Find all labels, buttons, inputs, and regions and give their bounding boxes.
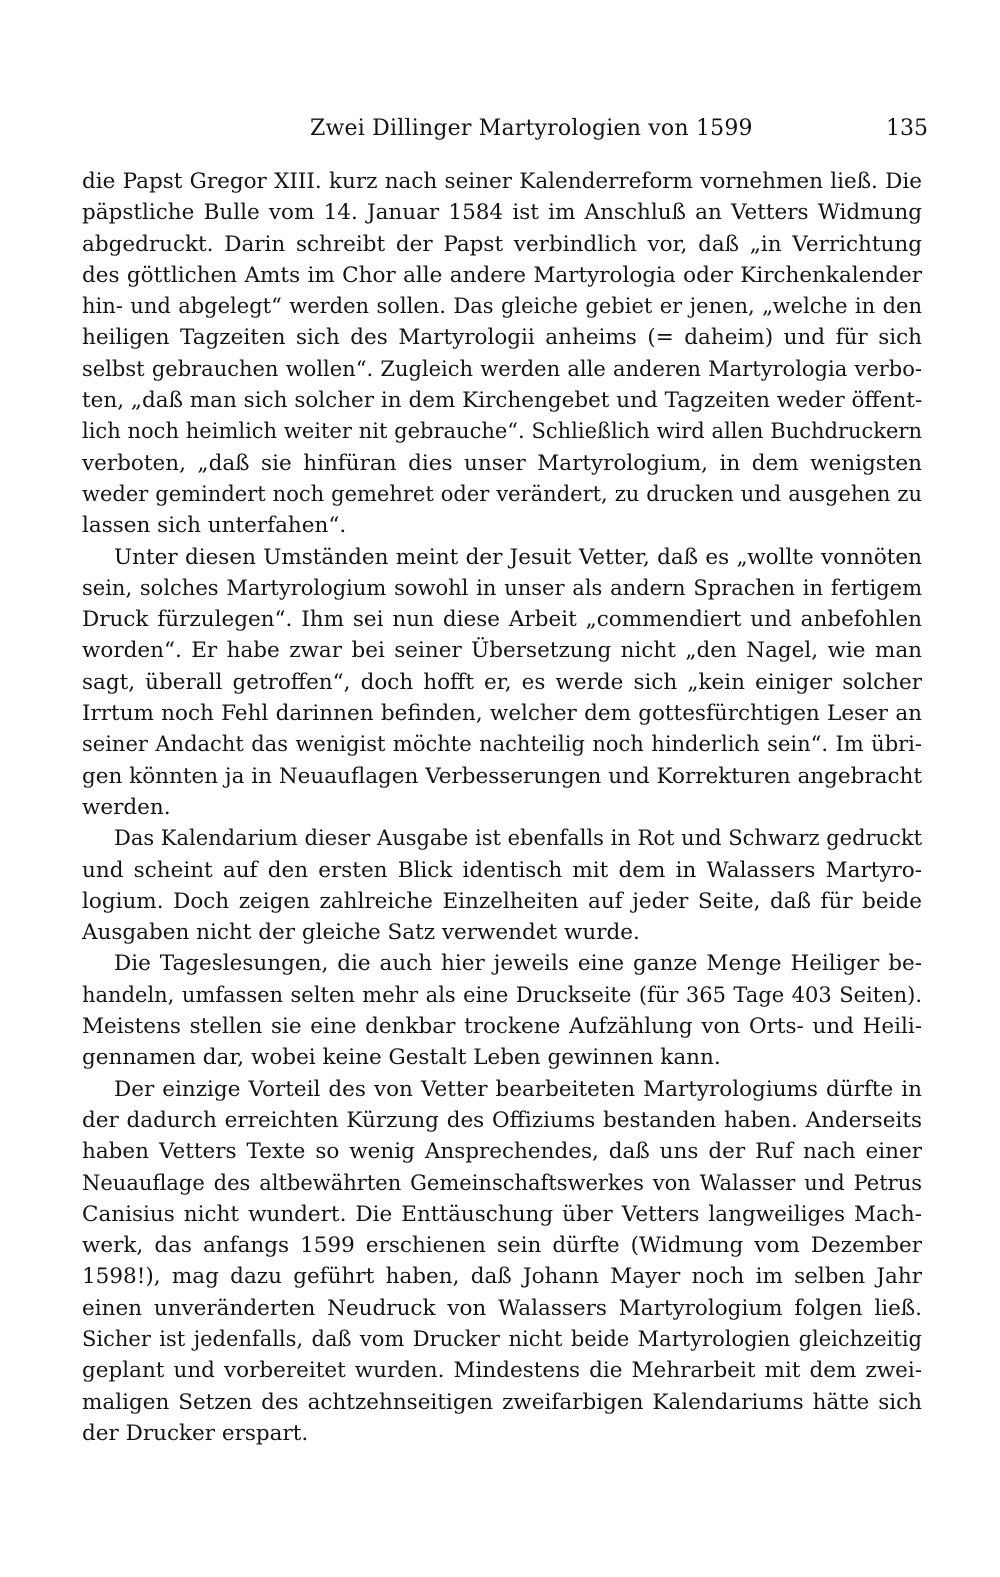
- text-line: päpstliche Bulle vom 14. Januar 1584 ist im Anschluß an Vetters Widmung: [82, 200, 922, 226]
- text-line: gennamen dar, wobei keine Gestalt Leben gewinnen kann.: [82, 1045, 721, 1071]
- text-line: heiligen Tagzeiten sich des Martyrologii anheims (= daheim) und für sich: [82, 325, 922, 351]
- text-line: Sicher ist jedenfalls, daß vom Drucker nicht beide Martyrologien gleichzeitig: [82, 1326, 922, 1351]
- text-line: worden“. Er habe zwar bei seiner Übersetzung nicht „den Nagel, wie man: [82, 638, 922, 664]
- text-line: der dadurch erreichten Kürzung des Offiziums bestanden haben. Anderseits: [82, 1107, 922, 1133]
- text-line: selbst gebrauchen wollen“. Zugleich werden alle anderen Martyrologia verbo-: [82, 356, 922, 381]
- text-line: gen könnten ja in Neuauflagen Verbesserungen und Korrekturen angebracht: [82, 763, 922, 789]
- text-line: lassen sich unterfahen“.: [82, 513, 347, 539]
- paragraph-3: [82, 823, 922, 948]
- text-line: Der einzige Vorteil des von Vetter bearbeiteten Martyrologiums dürfte in: [114, 1076, 922, 1102]
- text-line: Druck fürzulegen“. Ihm sei nun diese Arbeit „commendiert und anbefohlen: [82, 607, 922, 633]
- text-line: Die Tageslesungen, die auch hier jeweils eine ganze Menge Heiliger be-: [114, 951, 922, 977]
- text-line: weder gemindert noch gemehret oder verändert, zu drucken und ausgehen zu: [82, 481, 922, 506]
- paragraph-5: [82, 1074, 922, 1450]
- text-line: die Papst Gregor XIII. kurz nach seiner Kalenderreform vornehmen ließ. Die: [82, 169, 922, 194]
- text-line: maligen Setzen des achtzehnseitigen zweifarbigen Kalendariums hätte sich: [82, 1389, 922, 1415]
- paragraph-2: [82, 542, 922, 824]
- text-line: 1598!), mag dazu geführt haben, daß Johann Mayer noch im selben Jahr: [82, 1264, 922, 1290]
- text-line: des göttlichen Amts im Chor alle andere Martyrologia oder Kirchenkalender: [82, 262, 922, 288]
- page-number: 135: [886, 116, 928, 141]
- text-line: haben Vetters Texte so wenig Ansprechendes, daß uns der Ruf nach einer: [82, 1139, 922, 1165]
- text-line: Ausgaben nicht der gleiche Satz verwendet wurde.: [82, 920, 640, 946]
- text-line: Unter diesen Umständen meint der Jesuit Vetter, daß es „wollte vonnöten: [114, 544, 922, 570]
- text-line: und scheint auf den ersten Blick identisch mit dem in Walassers Martyro-: [82, 857, 922, 883]
- text-line: werk, das anfangs 1599 erschienen sein dürfte (Widmung vom Dezember: [82, 1233, 922, 1259]
- text-line: sagt, überall getroffen“, doch hofft er, es werde sich „kein einiger solcher: [82, 669, 922, 695]
- text-line: seiner Andacht das wenigist möchte nachteilig noch hinderlich sein“. Im übri-: [82, 732, 922, 757]
- text-line: Meistens stellen sie eine denkbar trockene Aufzählung von Orts- und Heili-: [82, 1014, 922, 1040]
- text-line: Irrtum noch Fehl darinnen befinden, welcher dem gottesfürchtigen Leser an: [82, 701, 922, 727]
- running-title: Zwei Dillinger Martyrologien von 1599: [310, 116, 753, 141]
- text-line: lich noch heimlich weiter nit gebrauche“. Schließlich wird allen Buchdruckern: [82, 419, 922, 444]
- running-head: [82, 110, 928, 150]
- text-line: geplant und vorbereitet wurden. Mindestens die Mehrarbeit mit dem zwei-: [82, 1358, 922, 1384]
- text-line: ten, „daß man sich solcher in dem Kirchengebet und Tagzeiten weder öffent-: [82, 388, 922, 414]
- text-line: hin- und abgelegt“ werden sollen. Das gleiche gebiet er jenen, „welche in den: [82, 294, 922, 319]
- text-line: sein, solches Martyrologium sowohl in unser als andern Sprachen in fertigem: [82, 575, 922, 600]
- text-line: handeln, umfassen selten mehr als eine Druckseite (für 365 Tage 403 Seiten).: [82, 982, 922, 1007]
- body-text: [82, 166, 922, 1449]
- text-line: der Drucker erspart.: [82, 1420, 309, 1446]
- text-line: Neuauflage des altbewährten Gemeinschaftswerkes von Walasser und Petrus: [82, 1170, 922, 1195]
- text-line: werden.: [82, 794, 171, 820]
- paragraph-4: [82, 948, 922, 1073]
- text-line: logium. Doch zeigen zahlreiche Einzelheiten auf jeder Seite, daß für beide: [82, 888, 922, 914]
- text-line: verboten, „daß sie hinfüran dies unser Martyrologium, in dem wenigsten: [82, 450, 922, 476]
- text-line: einen unveränderten Neudruck von Walassers Martyrologium folgen ließ.: [82, 1295, 922, 1321]
- text-line: Canisius nicht wundert. Die Enttäuschung über Vetters langweiliges Mach-: [82, 1201, 922, 1227]
- text-line: abgedruckt. Darin schreibt der Papst verbindlich vor, daß „in Verrichtung: [82, 231, 922, 257]
- paragraph-1: [82, 166, 922, 542]
- text-line: Das Kalendarium dieser Ausgabe ist ebenfalls in Rot und Schwarz gedruckt: [114, 826, 922, 851]
